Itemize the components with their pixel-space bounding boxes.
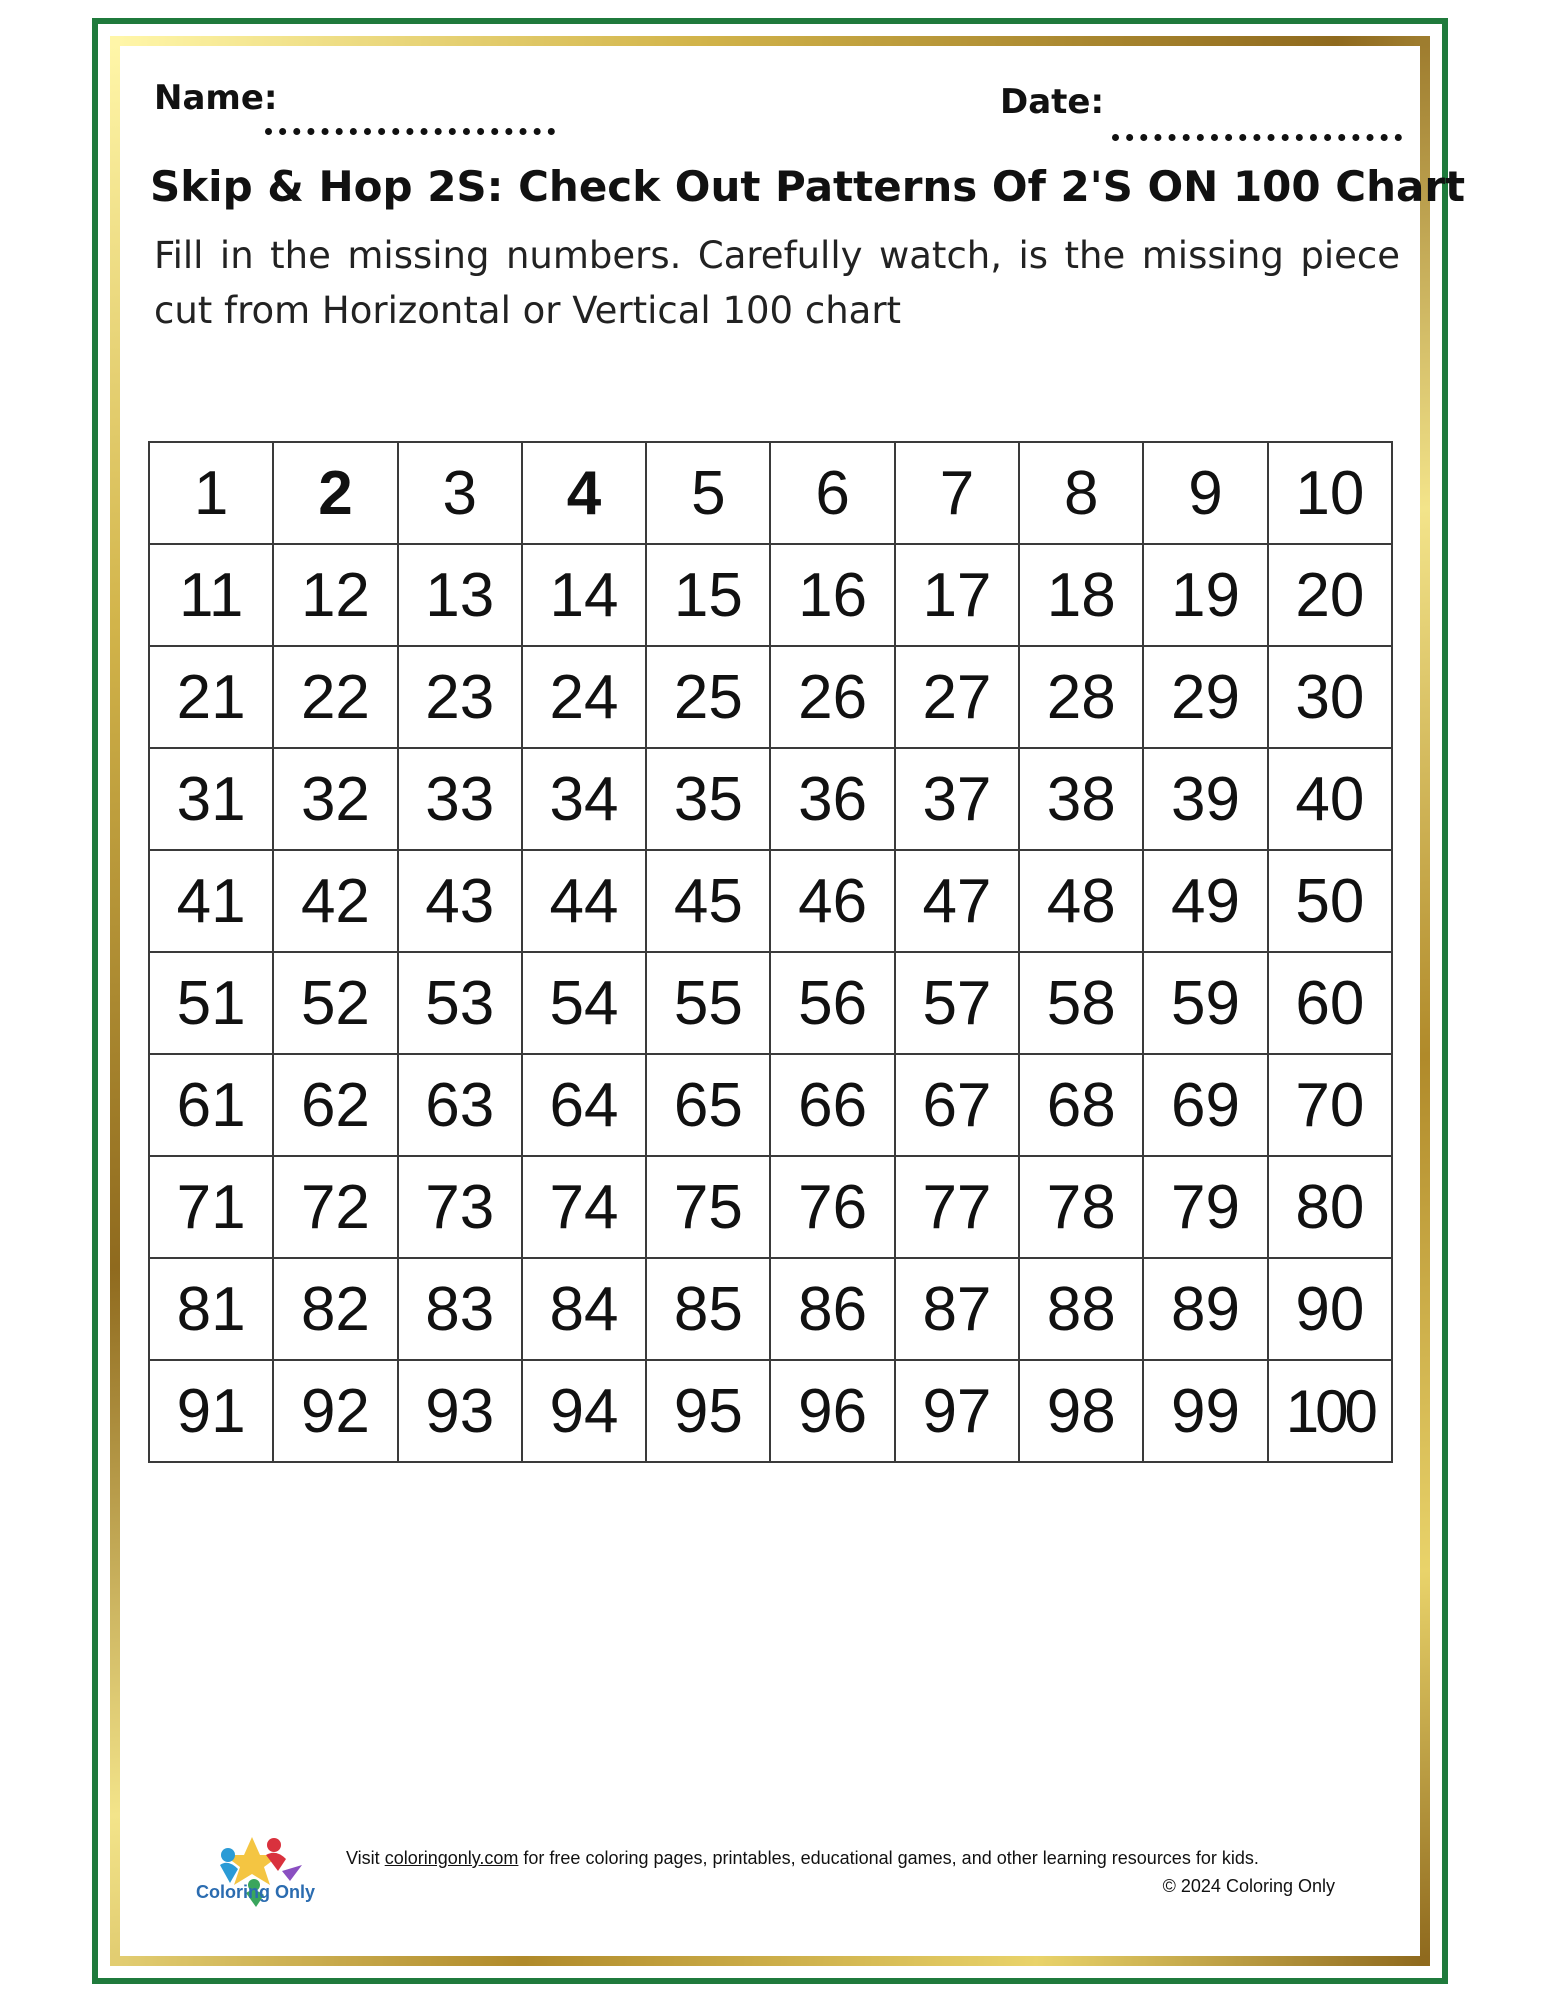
chart-cell: 1 bbox=[149, 442, 273, 544]
chart-cell: 61 bbox=[149, 1054, 273, 1156]
chart-cell: 93 bbox=[398, 1360, 522, 1462]
chart-cell: 3 bbox=[398, 442, 522, 544]
footer-visit-text bbox=[346, 1848, 1259, 1869]
chart-cell: 92 bbox=[273, 1360, 397, 1462]
instructions-text: Fill in the missing numbers. Carefully watch, is the missing piece cut from Horizontal or Vertical 100 chart bbox=[154, 234, 1400, 332]
chart-cell: 45 bbox=[646, 850, 770, 952]
chart-cell: 18 bbox=[1019, 544, 1143, 646]
chart-cell: 35 bbox=[646, 748, 770, 850]
chart-cell: 8 bbox=[1019, 442, 1143, 544]
hundred-chart bbox=[148, 441, 1393, 1463]
chart-cell: 59 bbox=[1143, 952, 1267, 1054]
chart-cell: 50 bbox=[1268, 850, 1392, 952]
chart-row bbox=[149, 1054, 1392, 1156]
footer-visit-prefix: Visit bbox=[346, 1848, 385, 1868]
chart-cell: 7 bbox=[895, 442, 1019, 544]
chart-cell: 85 bbox=[646, 1258, 770, 1360]
chart-cell: 23 bbox=[398, 646, 522, 748]
chart-cell: 63 bbox=[398, 1054, 522, 1156]
chart-cell: 74 bbox=[522, 1156, 646, 1258]
chart-row bbox=[149, 442, 1392, 544]
chart-cell: 75 bbox=[646, 1156, 770, 1258]
chart-cell: 48 bbox=[1019, 850, 1143, 952]
date-field-line[interactable] bbox=[1112, 134, 1402, 141]
chart-cell: 71 bbox=[149, 1156, 273, 1258]
chart-cell: 25 bbox=[646, 646, 770, 748]
chart-cell: 94 bbox=[522, 1360, 646, 1462]
chart-cell: 67 bbox=[895, 1054, 1019, 1156]
chart-cell: 15 bbox=[646, 544, 770, 646]
chart-cell: 40 bbox=[1268, 748, 1392, 850]
chart-cell: 42 bbox=[273, 850, 397, 952]
chart-cell: 53 bbox=[398, 952, 522, 1054]
chart-cell: 37 bbox=[895, 748, 1019, 850]
chart-cell: 100 bbox=[1268, 1360, 1392, 1462]
chart-cell: 9 bbox=[1143, 442, 1267, 544]
logo-text: Coloring Only bbox=[196, 1882, 315, 1902]
chart-cell: 12 bbox=[273, 544, 397, 646]
chart-cell: 24 bbox=[522, 646, 646, 748]
chart-cell: 10 bbox=[1268, 442, 1392, 544]
chart-cell: 30 bbox=[1268, 646, 1392, 748]
chart-cell: 31 bbox=[149, 748, 273, 850]
chart-cell: 13 bbox=[398, 544, 522, 646]
chart-cell: 98 bbox=[1019, 1360, 1143, 1462]
chart-row bbox=[149, 952, 1392, 1054]
footer-link[interactable]: coloringonly.com bbox=[384, 1848, 519, 1868]
chart-cell: 49 bbox=[1143, 850, 1267, 952]
footer-copyright: © 2024 Coloring Only bbox=[1162, 1876, 1335, 1896]
chart-cell: 60 bbox=[1268, 952, 1392, 1054]
footer-visit-suffix: for free coloring pages, printables, educational games, and other learning resources for kids. bbox=[518, 1848, 1259, 1868]
chart-cell: 91 bbox=[149, 1360, 273, 1462]
chart-cell: 52 bbox=[273, 952, 397, 1054]
chart-cell: 99 bbox=[1143, 1360, 1267, 1462]
chart-cell: 14 bbox=[522, 544, 646, 646]
chart-cell: 21 bbox=[149, 646, 273, 748]
chart-cell: 64 bbox=[522, 1054, 646, 1156]
chart-cell: 69 bbox=[1143, 1054, 1267, 1156]
coloring-only-logo-icon bbox=[190, 1825, 320, 1935]
chart-cell: 58 bbox=[1019, 952, 1143, 1054]
chart-cell: 90 bbox=[1268, 1258, 1392, 1360]
chart-cell: 77 bbox=[895, 1156, 1019, 1258]
chart-cell: 16 bbox=[770, 544, 894, 646]
chart-cell: 96 bbox=[770, 1360, 894, 1462]
chart-cell: 62 bbox=[273, 1054, 397, 1156]
chart-cell: 19 bbox=[1143, 544, 1267, 646]
chart-row bbox=[149, 646, 1392, 748]
chart-cell: 17 bbox=[895, 544, 1019, 646]
chart-cell: 70 bbox=[1268, 1054, 1392, 1156]
chart-row bbox=[149, 544, 1392, 646]
chart-cell: 72 bbox=[273, 1156, 397, 1258]
name-label: Name: bbox=[154, 78, 278, 118]
chart-cell: 38 bbox=[1019, 748, 1143, 850]
chart-cell: 65 bbox=[646, 1054, 770, 1156]
chart-row bbox=[149, 1156, 1392, 1258]
chart-cell: 47 bbox=[895, 850, 1019, 952]
date-label: Date: bbox=[1000, 82, 1105, 122]
chart-cell: 89 bbox=[1143, 1258, 1267, 1360]
chart-cell: 81 bbox=[149, 1258, 273, 1360]
chart-cell: 56 bbox=[770, 952, 894, 1054]
chart-cell: 29 bbox=[1143, 646, 1267, 748]
chart-cell: 33 bbox=[398, 748, 522, 850]
chart-cell: 32 bbox=[273, 748, 397, 850]
chart-cell: 51 bbox=[149, 952, 273, 1054]
chart-cell: 83 bbox=[398, 1258, 522, 1360]
chart-cell: 86 bbox=[770, 1258, 894, 1360]
chart-cell: 54 bbox=[522, 952, 646, 1054]
chart-cell: 97 bbox=[895, 1360, 1019, 1462]
chart-cell: 79 bbox=[1143, 1156, 1267, 1258]
chart-cell: 6 bbox=[770, 442, 894, 544]
chart-cell: 28 bbox=[1019, 646, 1143, 748]
chart-cell: 57 bbox=[895, 952, 1019, 1054]
chart-cell: 43 bbox=[398, 850, 522, 952]
chart-cell: 4 bbox=[522, 442, 646, 544]
chart-cell: 11 bbox=[149, 544, 273, 646]
chart-cell: 76 bbox=[770, 1156, 894, 1258]
chart-cell: 73 bbox=[398, 1156, 522, 1258]
chart-cell: 46 bbox=[770, 850, 894, 952]
chart-row bbox=[149, 1258, 1392, 1360]
chart-cell: 82 bbox=[273, 1258, 397, 1360]
chart-cell: 41 bbox=[149, 850, 273, 952]
chart-cell: 36 bbox=[770, 748, 894, 850]
chart-cell: 78 bbox=[1019, 1156, 1143, 1258]
chart-cell: 20 bbox=[1268, 544, 1392, 646]
chart-cell: 66 bbox=[770, 1054, 894, 1156]
chart-cell: 5 bbox=[646, 442, 770, 544]
chart-cell: 44 bbox=[522, 850, 646, 952]
chart-cell: 95 bbox=[646, 1360, 770, 1462]
chart-row bbox=[149, 850, 1392, 952]
chart-cell: 39 bbox=[1143, 748, 1267, 850]
name-field-line[interactable] bbox=[265, 128, 555, 135]
chart-cell: 26 bbox=[770, 646, 894, 748]
chart-cell: 88 bbox=[1019, 1258, 1143, 1360]
chart-cell: 2 bbox=[273, 442, 397, 544]
chart-row bbox=[149, 748, 1392, 850]
page-title: Skip & Hop 2S: Check Out Patterns Of 2'S ON 100 Chart bbox=[150, 162, 1466, 211]
chart-cell: 87 bbox=[895, 1258, 1019, 1360]
chart-cell: 34 bbox=[522, 748, 646, 850]
chart-cell: 22 bbox=[273, 646, 397, 748]
chart-cell: 27 bbox=[895, 646, 1019, 748]
chart-cell: 55 bbox=[646, 952, 770, 1054]
chart-row bbox=[149, 1360, 1392, 1462]
chart-cell: 84 bbox=[522, 1258, 646, 1360]
chart-cell: 80 bbox=[1268, 1156, 1392, 1258]
chart-cell: 68 bbox=[1019, 1054, 1143, 1156]
